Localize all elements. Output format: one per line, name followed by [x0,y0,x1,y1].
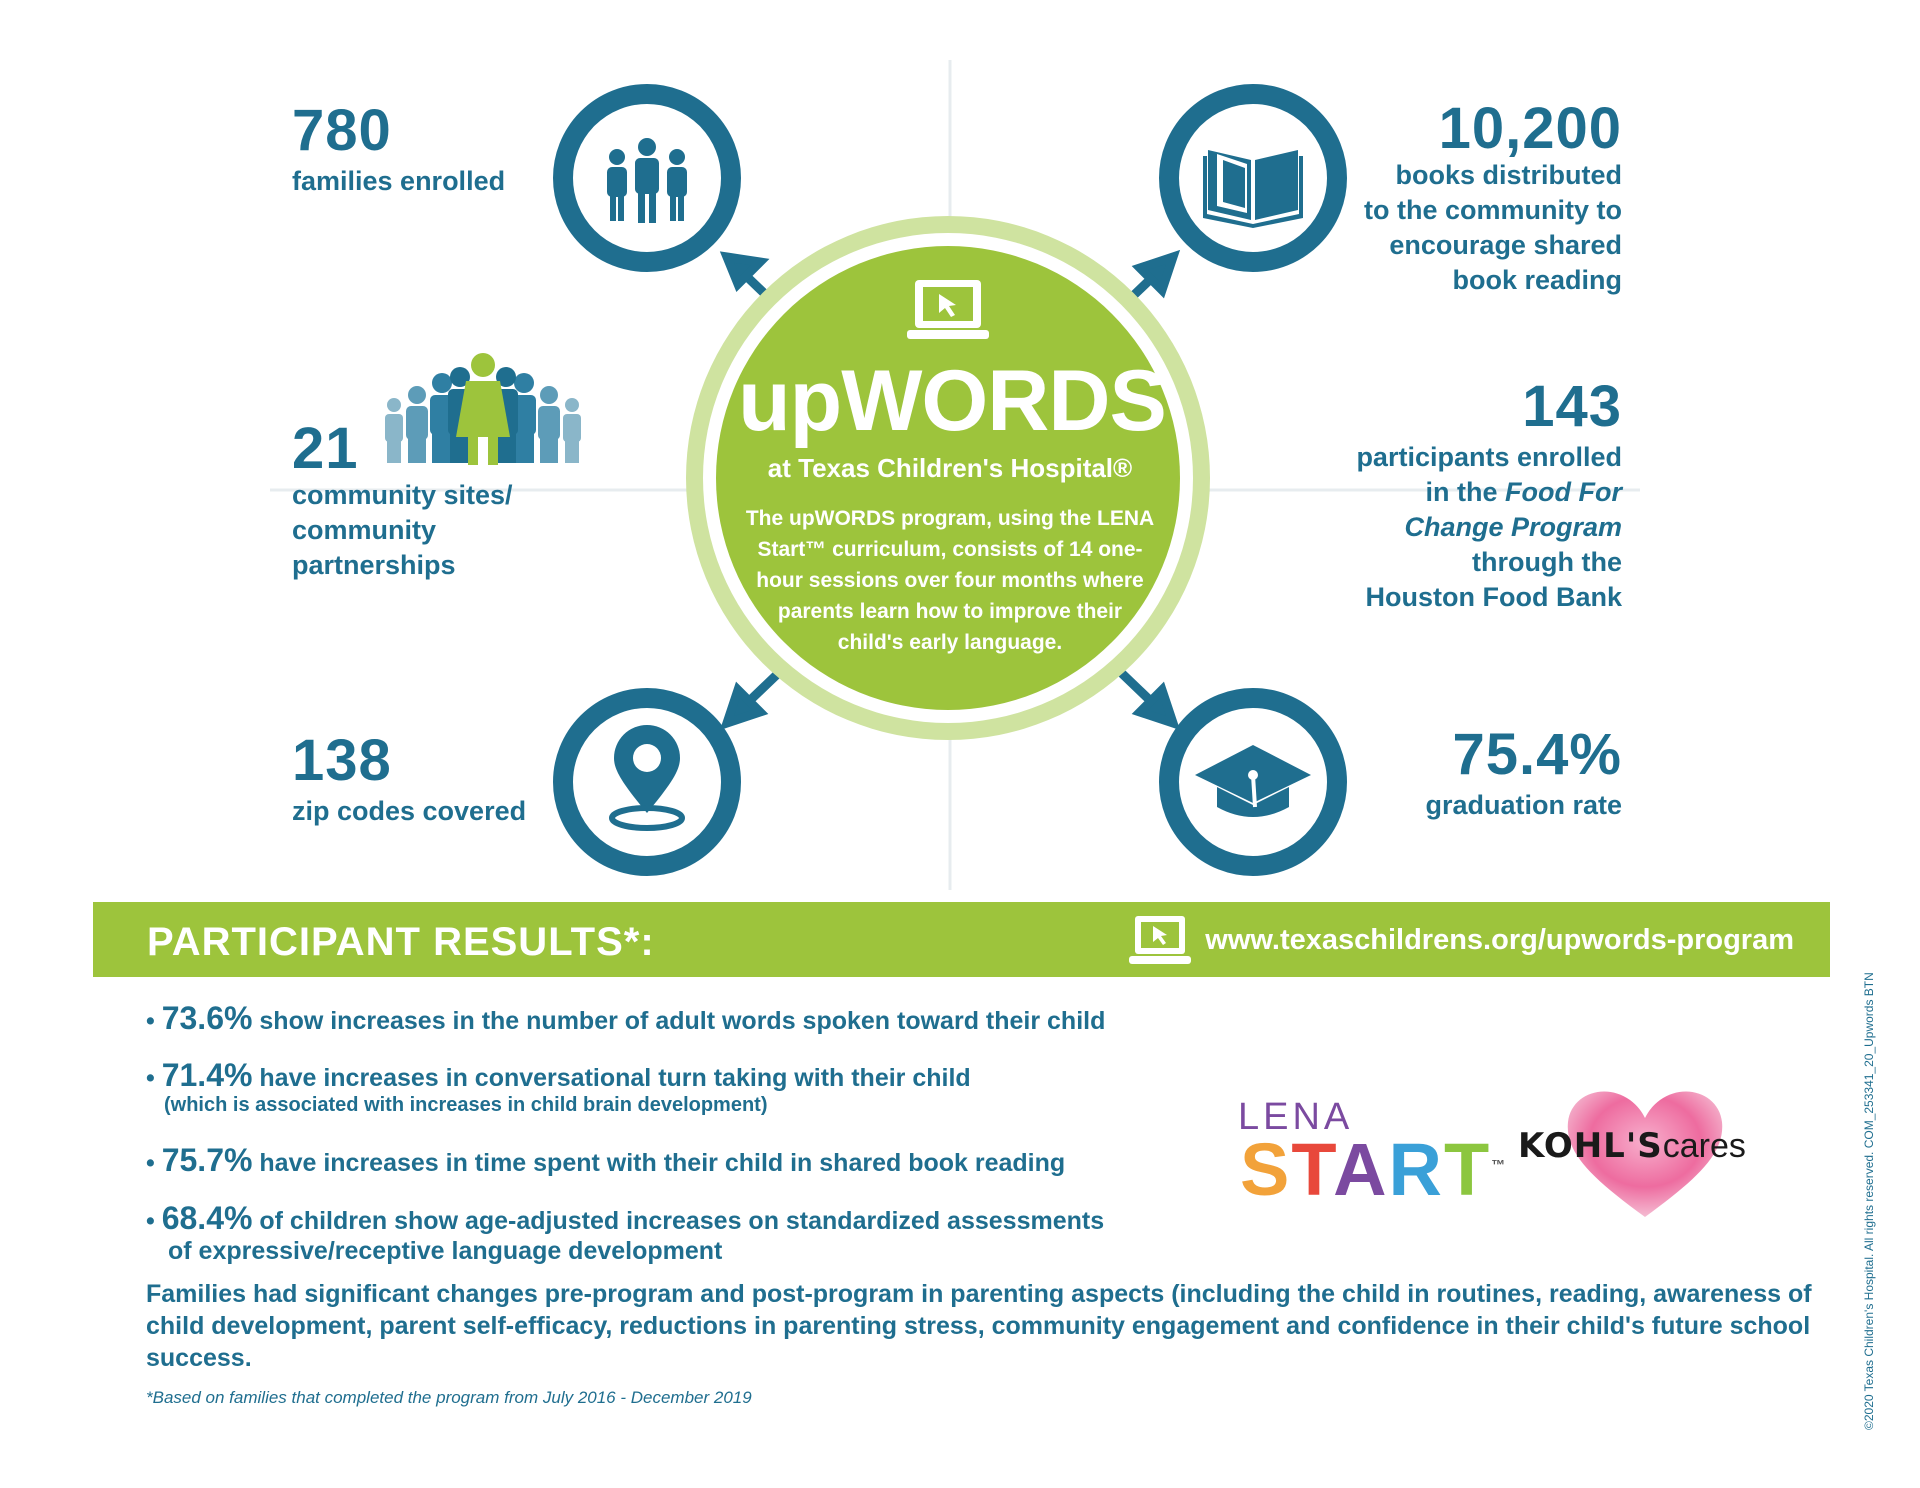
program-description: The upWORDS program, using the LENA Start™ curriculum, consists of 14 one-hour sessions over four months where parents learn how to improve their child's early language. [745,507,1155,654]
laptop-icon [907,280,989,339]
stat-food-line-4: through the [1472,547,1622,577]
stat-books-label-1: books distributed [1395,160,1622,190]
stat-food [1356,374,1622,615]
result-pct: 75.7% [161,1142,253,1178]
stat-food-line-3: Change Program [1404,512,1622,542]
result-item: • 71.4% have increases in conversational turn taking with their child (which is associated with increases in child brain development) [146,1057,971,1116]
kohls-logo-bold: KOHL'S [1518,1126,1663,1166]
stat-zip-number: 138 [292,728,392,793]
stat-books [1364,96,1622,298]
start-letter: R [1388,1128,1444,1211]
stat-books-label-2: to the community to [1364,195,1622,225]
trademark: ™ [1491,1156,1508,1173]
start-letter: S [1240,1128,1292,1211]
stat-families [292,98,506,199]
result-item: • 75.7% have increases in time spent with their child in shared book reading [146,1142,1066,1178]
stat-families-label: families enrolled [292,166,506,196]
result-pct: 71.4% [161,1057,253,1093]
stat-graduation [1425,722,1622,823]
stat-food-line-2 [1356,475,1622,510]
kohls-cares-logo [1518,1126,1746,1166]
footnote: *Based on families that completed the program from July 2016 - December 2019 [146,1388,752,1407]
result-pct: 73.6% [161,1000,253,1036]
stat-sites-label-2: community [292,515,437,545]
start-letter: A [1333,1128,1389,1211]
stat-graduation-label: graduation rate [1425,790,1622,820]
books-circle [1169,94,1337,262]
participant-results-banner [93,902,1830,977]
kohls-logo-cares: cares [1662,1127,1746,1165]
result-item: • 73.6% show increases in the number of adult words spoken toward their child [146,1000,1106,1036]
start-letter: T [1443,1128,1492,1211]
stat-zip [292,728,527,829]
stat-sites-number: 21 [292,416,359,481]
stat-zip-label: zip codes covered [292,796,527,826]
lena-start-word [1240,1128,1508,1211]
families-summary: Families had significant changes pre-program and post-program in parenting aspects (including the child in routines, reading, awareness of child development, parent self-efficacy, reductions in parenting stress, community engagement and confidence in their child's future school success. [146,1280,1812,1372]
stat-families-number: 780 [292,98,392,163]
copyright-notice: ©2020 Texas Children's Hospital. All rights reserved. COM_253341_20_Upwords BTN [1862,972,1876,1430]
location-pin-icon [612,725,682,828]
result-text: have increases in time spent with their child in shared book reading [259,1149,1066,1177]
stat-books-label-3: encourage shared [1389,230,1622,260]
start-letter: T [1291,1128,1334,1211]
stat-books-number: 10,200 [1438,96,1622,161]
stat-sites-label [292,478,513,583]
stat-graduation-number: 75.4% [1452,722,1622,787]
laptop-icon [1129,914,1195,970]
result-note: (which is associated with increases in child brain development) [164,1094,768,1116]
stat-food-program-1: Food For [1505,477,1622,507]
book-icon [1203,150,1303,228]
stat-food-line-5: Houston Food Bank [1365,582,1622,612]
stat-food-prefix: in the [1425,477,1506,507]
lena-logo-word: LENA [1238,1096,1354,1138]
stat-sites-label-3: partnerships [292,550,456,580]
graduation-cap-icon [1195,745,1311,817]
result-text: of children show age-adjusted increases on standardized assessments [259,1207,1105,1235]
banner-title: PARTICIPANT RESULTS*: [147,920,655,964]
program-title: upWORDS [738,353,1166,449]
result-pct: 68.4% [161,1200,253,1236]
result-continuation: of expressive/receptive language development [168,1237,723,1265]
stat-food-line-1: participants enrolled [1356,442,1622,472]
family-icon [607,138,687,223]
result-text: show increases in the number of adult words spoken toward their child [259,1007,1106,1035]
stat-books-label-4: book reading [1452,265,1622,295]
stat-food-number: 143 [1522,374,1622,439]
community-people-icon [385,353,581,465]
program-subtitle: at Texas Children's Hospital® [767,453,1133,483]
stat-sites-label-1: community sites/ [292,480,513,510]
result-item: • 68.4% of children show age-adjusted increases on standardized assessments of expressive/receptive language development [146,1200,1105,1265]
program-url-link[interactable]: www.texaschildrens.org/upwords-program [1205,924,1794,956]
result-text: have increases in conversational turn taking with their child [259,1064,971,1092]
